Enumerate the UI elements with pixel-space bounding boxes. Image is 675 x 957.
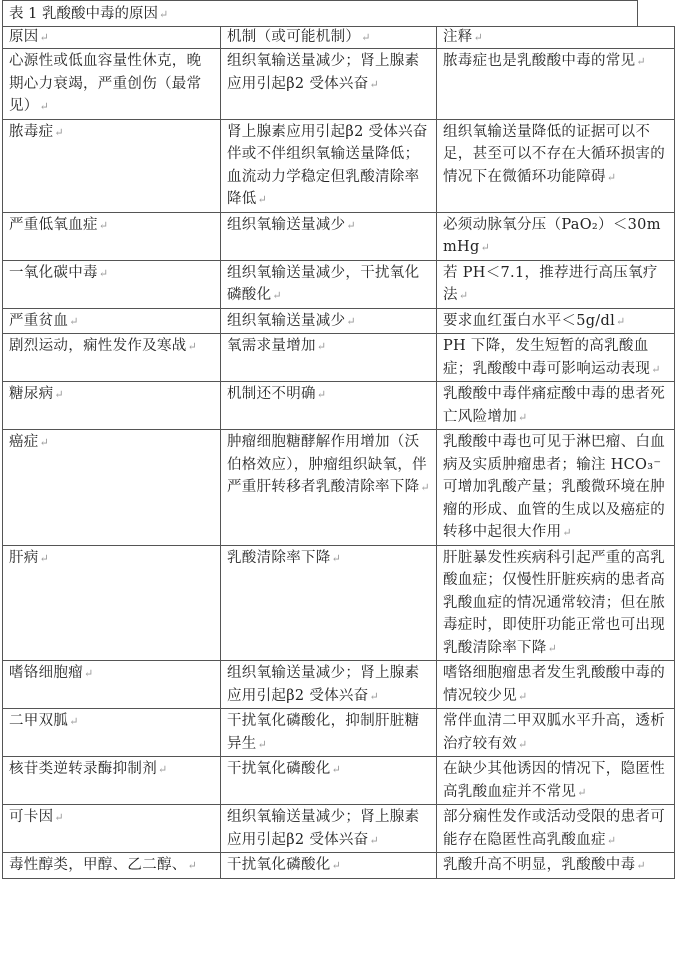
cell-cause: 严重低氧血症↵ xyxy=(3,212,221,260)
lactic-acidosis-causes-table xyxy=(2,26,675,879)
cell-note: 肝脏暴发性疾病科引起严重的高乳酸血症；仅慢性肝脏疾病的患者高乳酸血症的情况通常较清；但在脓毒症时，即使肝功能正常也可出现乳酸清除率下降↵ xyxy=(437,545,675,661)
cell-cause: 糖尿病↵ xyxy=(3,382,221,430)
table-row xyxy=(3,757,675,805)
cell-mechanism: 氧需求量增加↵ xyxy=(221,334,437,382)
table-row xyxy=(3,661,675,709)
table-row xyxy=(3,260,675,308)
cell-mechanism: 干扰氧化磷酸化↵ xyxy=(221,853,437,879)
cell-note: 组织氧输送量降低的证据可以不足，甚至可以不存在大循环损害的情况下在微循环功能障碍↵ xyxy=(437,119,675,212)
cell-note: 在缺少其他诱因的情况下，隐匿性高乳酸血症并不常见↵ xyxy=(437,757,675,805)
cell-cause: 可卡因↵ xyxy=(3,805,221,853)
header-note: 注释↵ xyxy=(437,27,675,49)
cell-note: 部分痫性发作或活动受限的患者可能存在隐匿性高乳酸血症↵ xyxy=(437,805,675,853)
table-row xyxy=(3,308,675,334)
cell-mechanism: 干扰氧化磷酸化，抑制肝脏糖异生↵ xyxy=(221,709,437,757)
table-body xyxy=(3,27,675,879)
cell-cause: 核苷类逆转录酶抑制剂↵ xyxy=(3,757,221,805)
table-row xyxy=(3,805,675,853)
cell-mechanism: 肾上腺素应用引起β2 受体兴奋伴或不伴组织氧输送量降低；血流动力学稳定但乳酸清除率降低↵ xyxy=(221,119,437,212)
table-row xyxy=(3,853,675,879)
cell-mechanism: 组织氧输送量减少↵ xyxy=(221,308,437,334)
cell-note: 乳酸酸中毒伴痛症酸中毒的患者死亡风险增加↵ xyxy=(437,382,675,430)
table-row xyxy=(3,709,675,757)
cell-mechanism: 组织氧输送量减少；肾上腺素应用引起β2 受体兴奋↵ xyxy=(221,49,437,120)
cell-mechanism: 组织氧输送量减少；肾上腺素应用引起β2 受体兴奋↵ xyxy=(221,805,437,853)
cell-mechanism: 机制还不明确↵ xyxy=(221,382,437,430)
cell-note: 乳酸酸中毒也可见于淋巴瘤、白血病及实质肿瘤患者；输注 HCO₃⁻可增加乳酸产量；乳酸微环境在肿瘤的形成、血管的生成以及癌症的转移中起很大作用↵ xyxy=(437,430,675,546)
cell-mechanism: 干扰氧化磷酸化↵ xyxy=(221,757,437,805)
table-row xyxy=(3,334,675,382)
cell-cause: 一氧化碳中毒↵ xyxy=(3,260,221,308)
cell-note: 嗜铬细胞瘤患者发生乳酸酸中毒的情况较少见↵ xyxy=(437,661,675,709)
cell-cause: 嗜铬细胞瘤↵ xyxy=(3,661,221,709)
table-row xyxy=(3,212,675,260)
table-row xyxy=(3,430,675,546)
cell-mechanism: 组织氧输送量减少，干扰氧化磷酸化↵ xyxy=(221,260,437,308)
header-mechanism: 机制（或可能机制）↵ xyxy=(221,27,437,49)
table-caption: 表 1 乳酸酸中毒的原因↵ xyxy=(2,0,638,26)
cell-note: PH 下降，发生短暂的高乳酸血症；乳酸酸中毒可影响运动表现↵ xyxy=(437,334,675,382)
cell-cause: 心源性或低血容量性休克，晚期心力衰竭，严重创伤（最常见）↵ xyxy=(3,49,221,120)
cell-mechanism: 乳酸清除率下降↵ xyxy=(221,545,437,661)
table-row xyxy=(3,545,675,661)
cell-note: 若 PH＜7.1，推荐进行高压氧疗法↵ xyxy=(437,260,675,308)
cell-mechanism: 组织氧输送量减少；肾上腺素应用引起β2 受体兴奋↵ xyxy=(221,661,437,709)
cell-cause: 毒性醇类，甲醇、乙二醇、↵ xyxy=(3,853,221,879)
table-header-row xyxy=(3,27,675,49)
cell-cause: 肝病↵ xyxy=(3,545,221,661)
cell-cause: 剧烈运动，痫性发作及寒战↵ xyxy=(3,334,221,382)
cell-cause: 癌症↵ xyxy=(3,430,221,546)
cell-cause: 严重贫血↵ xyxy=(3,308,221,334)
cell-cause: 脓毒症↵ xyxy=(3,119,221,212)
header-cause: 原因↵ xyxy=(3,27,221,49)
cell-mechanism: 组织氧输送量减少↵ xyxy=(221,212,437,260)
cell-note: 脓毒症也是乳酸酸中毒的常见↵ xyxy=(437,49,675,120)
table-row xyxy=(3,382,675,430)
cell-note: 常伴血清二甲双胍水平升高，透析治疗较有效↵ xyxy=(437,709,675,757)
cell-cause: 二甲双胍↵ xyxy=(3,709,221,757)
cell-note: 乳酸升高不明显，乳酸酸中毒↵ xyxy=(437,853,675,879)
cell-note: 要求血红蛋白水平＜5g/dl↵ xyxy=(437,308,675,334)
cell-mechanism: 肿瘤细胞糖酵解作用增加（沃伯格效应），肿瘤组织缺氧，伴严重肝转移者乳酸清除率下降↵ xyxy=(221,430,437,546)
cell-note: 必须动脉氧分压（PaO₂）＜30mmHg↵ xyxy=(437,212,675,260)
table-row xyxy=(3,49,675,120)
table-row xyxy=(3,119,675,212)
